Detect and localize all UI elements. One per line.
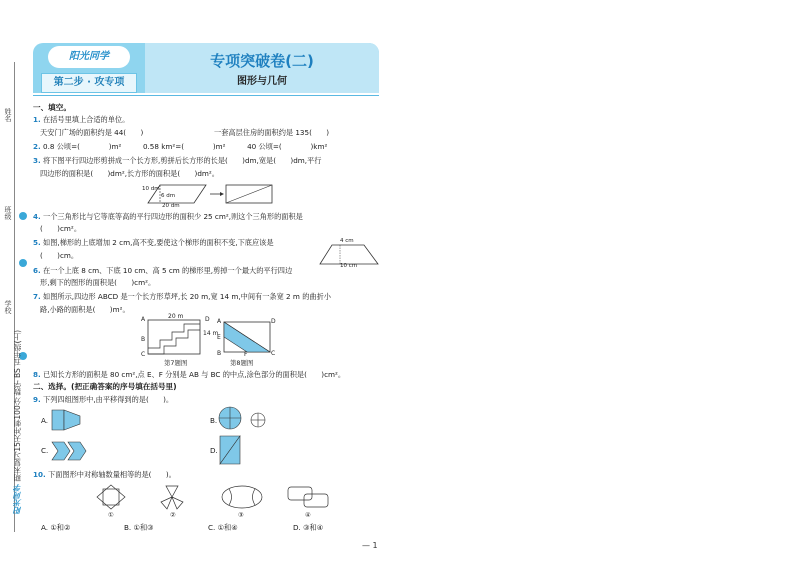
question-number: 9. bbox=[33, 395, 41, 404]
q3-base-label: 20 dm bbox=[162, 203, 180, 209]
q9-option-a-figure bbox=[50, 408, 84, 432]
question-1 bbox=[33, 115, 129, 125]
q10-label-1: ① bbox=[108, 511, 114, 519]
q10-label-3: ③ bbox=[238, 511, 244, 519]
question-text: 已知长方形的面积是 80 cm²,点 E、F 分别是 AB 与 BC 的中点,涂色部分的面积是( )cm²。 bbox=[43, 370, 346, 379]
q7-point-d: D bbox=[205, 316, 210, 323]
footer-brand: 阳光同学 bbox=[13, 484, 22, 515]
q9-option-c-label: C. bbox=[41, 446, 49, 455]
q10-option-d: D. ③和④ bbox=[293, 523, 324, 532]
q10-shape-2 bbox=[157, 484, 187, 510]
question-text: 下面图形中对称轴数量相等的是( )。 bbox=[48, 470, 176, 479]
q10-label-4: ④ bbox=[305, 511, 311, 519]
question-6 bbox=[33, 266, 292, 276]
question-2 bbox=[33, 142, 327, 152]
q10-option-b: B. ①和③ bbox=[124, 523, 154, 532]
question-number: 3. bbox=[33, 156, 41, 165]
brand-logo: 阳光同学 bbox=[48, 46, 130, 68]
question-number: 6. bbox=[33, 266, 41, 275]
q10-option-c: C. ①和④ bbox=[208, 523, 238, 532]
question-text: 在一个上底 8 cm、下底 10 cm、高 5 cm 的梯形里,剪掉一个最大的平行四边 bbox=[43, 266, 293, 275]
vertical-footer bbox=[12, 330, 23, 514]
q8-point-f: F bbox=[244, 351, 248, 358]
q3-side-label: 10 dm bbox=[142, 186, 160, 192]
page-number: — 1 bbox=[362, 541, 378, 550]
section-fill-heading: 一、填空。 bbox=[33, 103, 71, 112]
q4-line2: ( )cm²。 bbox=[40, 224, 82, 233]
q1-item-a: 天安门广场的面积约是 44( ) bbox=[40, 128, 144, 137]
question-number: 7. bbox=[33, 292, 41, 301]
question-number: 10. bbox=[33, 470, 46, 479]
q1-item-b: 一套高层住房的面积约是 135( ) bbox=[214, 128, 330, 137]
q7-point-c: C bbox=[141, 351, 146, 358]
question-8 bbox=[33, 370, 345, 380]
question-text: 0.8 公顷=( )m² 0.58 km²=( )m² 40 公顷=( )km² bbox=[43, 142, 328, 151]
question-3 bbox=[33, 156, 321, 166]
q7-caption: 第7题图 bbox=[164, 359, 188, 367]
q9-option-a-label: A. bbox=[41, 416, 49, 425]
binding-hole bbox=[19, 259, 27, 267]
q8-point-b: B bbox=[217, 350, 222, 357]
q5-bottom-label: 10 cm bbox=[340, 263, 358, 269]
q10-shape-3 bbox=[219, 484, 265, 510]
q10-option-a: A. ①和② bbox=[41, 523, 71, 532]
question-9 bbox=[33, 395, 173, 405]
q5-top-label: 4 cm bbox=[340, 238, 354, 244]
question-5 bbox=[33, 238, 274, 248]
q3-line2: 四边形的面积是( )dm²,长方形的面积是( )dm²。 bbox=[40, 169, 219, 178]
lawn-path-figure bbox=[146, 318, 206, 358]
question-number: 5. bbox=[33, 238, 41, 247]
q9-option-c-figure bbox=[50, 440, 90, 462]
q9-option-b-figure bbox=[218, 405, 278, 435]
question-number: 8. bbox=[33, 370, 41, 379]
question-text: 如图所示,四边形 ABCD 是一个长方形草坪,长 20 m,宽 14 m,中间有一条宽 2 m 的曲折小 bbox=[43, 292, 331, 301]
question-text: 在括号里填上合适的单位。 bbox=[43, 115, 130, 124]
question-text: 如图,梯形的上底增加 2 cm,高不变,要使这个梯形的面积不变,下底应该是 bbox=[43, 238, 274, 247]
question-text: 下列四组图形中,由平移得到的是( )。 bbox=[43, 395, 174, 404]
q8-point-a: A bbox=[217, 318, 222, 325]
page-subtitle: 图形与几何 bbox=[237, 76, 287, 87]
q10-shape-4 bbox=[286, 484, 332, 510]
question-text: 将下图平行四边形剪拼成一个长方形,剪拼后长方形的长是( )dm,宽是( )dm,平行 bbox=[43, 156, 322, 165]
q7-point-a: A bbox=[141, 316, 146, 323]
question-text: 一个三角形比与它等底等高的平行四边形的面积少 25 cm²,则这个三角形的面积是 bbox=[43, 212, 303, 221]
q10-label-2: ② bbox=[170, 511, 176, 519]
section-choice-heading: 二、选择。(把正确答案的序号填在括号里) bbox=[33, 382, 177, 391]
q9-option-b-label: B. bbox=[210, 416, 218, 425]
page-title: 专项突破卷(二) bbox=[210, 52, 314, 70]
q9-option-d-figure bbox=[218, 434, 248, 468]
q5-line2: ( )cm。 bbox=[40, 251, 79, 260]
name-label: 姓名 bbox=[4, 108, 12, 122]
header-divider bbox=[33, 95, 379, 96]
step-badge: 第二步 · 攻专项 bbox=[41, 73, 137, 93]
question-4 bbox=[33, 212, 303, 222]
question-number: 4. bbox=[33, 212, 41, 221]
q8-point-d: D bbox=[271, 318, 276, 325]
question-number: 2. bbox=[33, 142, 41, 151]
q9-option-d-label: D. bbox=[210, 446, 218, 455]
q7-point-b: B bbox=[141, 336, 146, 343]
class-label: 班级 bbox=[4, 206, 12, 220]
footer-text: 期末复习15天冲刺100分 数学 BS 五年级(上) bbox=[13, 330, 22, 482]
question-7 bbox=[33, 292, 331, 302]
school-label: 学校 bbox=[4, 300, 12, 314]
binding-hole bbox=[19, 212, 27, 220]
q8-point-e: E bbox=[217, 334, 221, 341]
q7-length-label: 20 m bbox=[168, 313, 184, 320]
question-number: 1. bbox=[33, 115, 41, 124]
question-10 bbox=[33, 470, 176, 480]
q8-caption: 第8题图 bbox=[230, 359, 254, 367]
q7-width-label: 14 m bbox=[203, 330, 219, 337]
q6-line2: 形,剩下的图形的面积是( )cm²。 bbox=[40, 278, 156, 287]
q10-shape-1 bbox=[96, 484, 126, 510]
q3-height-label: 6 dm bbox=[161, 193, 176, 199]
q8-point-c: C bbox=[271, 350, 276, 357]
q7-line2: 路,小路的面积是( )m²。 bbox=[40, 305, 130, 314]
